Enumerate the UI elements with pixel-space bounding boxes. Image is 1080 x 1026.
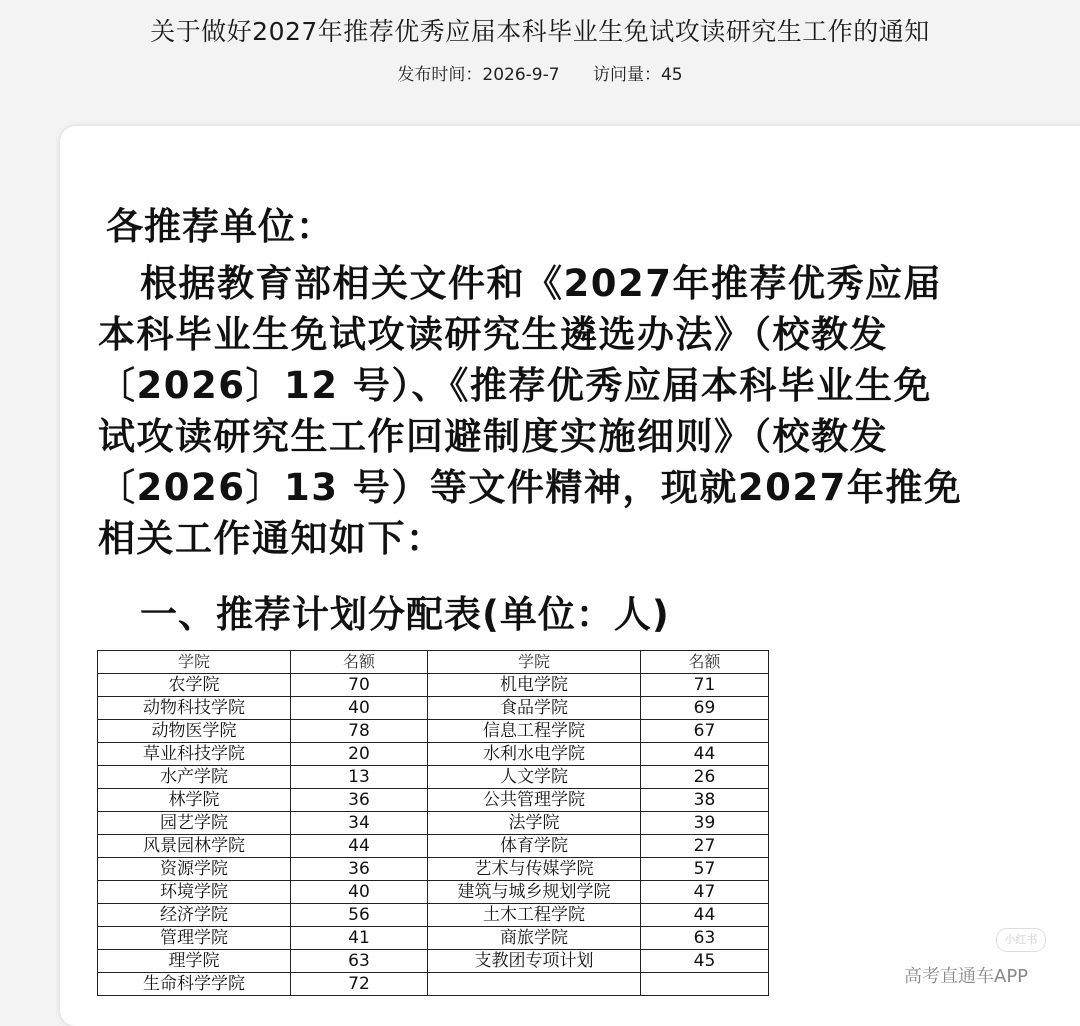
column-header: 名额 [641,651,769,674]
college-cell: 体育学院 [428,835,641,858]
quota-cell: 70 [291,674,428,697]
paragraph-line: 试攻读研究生工作回避制度实施细则》（校教发 [98,415,888,458]
quota-cell: 63 [641,927,769,950]
table-header-row [98,651,769,674]
section-heading: 一、推荐计划分配表(单位：人) [140,593,670,636]
college-cell: 支教团专项计划 [428,950,641,973]
paragraph-line: 根据教育部相关文件和《2027年推荐优秀应届 [140,262,942,305]
college-cell: 经济学院 [98,904,291,927]
table-row [98,881,769,904]
quota-cell: 26 [641,766,769,789]
college-cell: 林学院 [98,789,291,812]
quota-cell: 57 [641,858,769,881]
table-row [98,674,769,697]
college-cell: 资源学院 [98,858,291,881]
quota-cell: 27 [641,835,769,858]
college-cell: 环境学院 [98,881,291,904]
college-cell: 公共管理学院 [428,789,641,812]
view-count: 访问量：45 [592,65,683,85]
college-cell: 土木工程学院 [428,904,641,927]
quota-cell: 13 [291,766,428,789]
college-cell: 风景园林学院 [98,835,291,858]
college-cell: 建筑与城乡规划学院 [428,881,641,904]
column-header: 学院 [98,651,291,674]
column-header: 名额 [291,651,428,674]
quota-cell: 56 [291,904,428,927]
table-row [98,858,769,881]
salutation: 各推荐单位： [106,205,334,248]
quota-cell: 69 [641,697,769,720]
quota-cell: 40 [291,881,428,904]
publish-time: 发布时间：2026-9-7 [397,65,560,85]
quota-cell: 38 [641,789,769,812]
college-cell: 食品学院 [428,697,641,720]
quota-cell: 36 [291,789,428,812]
table-row [98,835,769,858]
college-cell [428,973,641,996]
table-row [98,697,769,720]
quota-cell: 40 [291,697,428,720]
quota-cell: 44 [641,743,769,766]
quota-cell: 45 [641,950,769,973]
college-cell: 管理学院 [98,927,291,950]
quota-table-body [98,674,769,996]
quota-table [97,650,769,996]
column-header: 学院 [428,651,641,674]
college-cell: 艺术与传媒学院 [428,858,641,881]
paragraph-line: 本科毕业生免试攻读研究生遴选办法》（校教发 [98,313,888,356]
article-title: 关于做好2027年推荐优秀应届本科毕业生免试攻读研究生工作的通知 [150,17,930,46]
quota-cell: 63 [291,950,428,973]
watermark-text: 高考直通车APP [904,966,1029,987]
notice-paragraph [98,258,1058,564]
watermark-ghost-text [840,966,896,980]
table-row [98,973,769,996]
quota-cell: 44 [291,835,428,858]
college-cell: 机电学院 [428,674,641,697]
quota-cell [641,973,769,996]
quota-cell: 44 [641,904,769,927]
college-cell: 人文学院 [428,766,641,789]
table-row [98,812,769,835]
quota-cell: 34 [291,812,428,835]
table-row [98,743,769,766]
college-cell: 水产学院 [98,766,291,789]
quota-cell: 78 [291,720,428,743]
quota-cell: 41 [291,927,428,950]
college-cell: 法学院 [428,812,641,835]
quota-cell: 20 [291,743,428,766]
college-cell: 信息工程学院 [428,720,641,743]
college-cell: 动物科技学院 [98,697,291,720]
table-row [98,789,769,812]
quota-cell: 72 [291,973,428,996]
college-cell: 农学院 [98,674,291,697]
table-row [98,720,769,743]
college-cell: 草业科技学院 [98,743,291,766]
quota-cell: 47 [641,881,769,904]
college-cell: 水利水电学院 [428,743,641,766]
paragraph-line: 〔2026〕13 号）等文件精神，现就2027年推免 [98,466,963,509]
quota-cell: 36 [291,858,428,881]
article-meta [0,60,1080,85]
paragraph-line: 相关工作通知如下： [98,517,445,560]
college-cell: 园艺学院 [98,812,291,835]
quota-cell: 71 [641,674,769,697]
table-row [98,766,769,789]
table-row [98,927,769,950]
quota-cell: 67 [641,720,769,743]
college-cell: 商旅学院 [428,927,641,950]
college-cell: 生命科学学院 [98,973,291,996]
college-cell: 动物医学院 [98,720,291,743]
college-cell: 理学院 [98,950,291,973]
paragraph-line: 〔2026〕12 号）、《推荐优秀应届本科毕业生免 [98,364,932,407]
quota-cell: 39 [641,812,769,835]
watermark-logo-icon: 小红书 [996,928,1046,952]
table-row [98,904,769,927]
table-row [98,950,769,973]
